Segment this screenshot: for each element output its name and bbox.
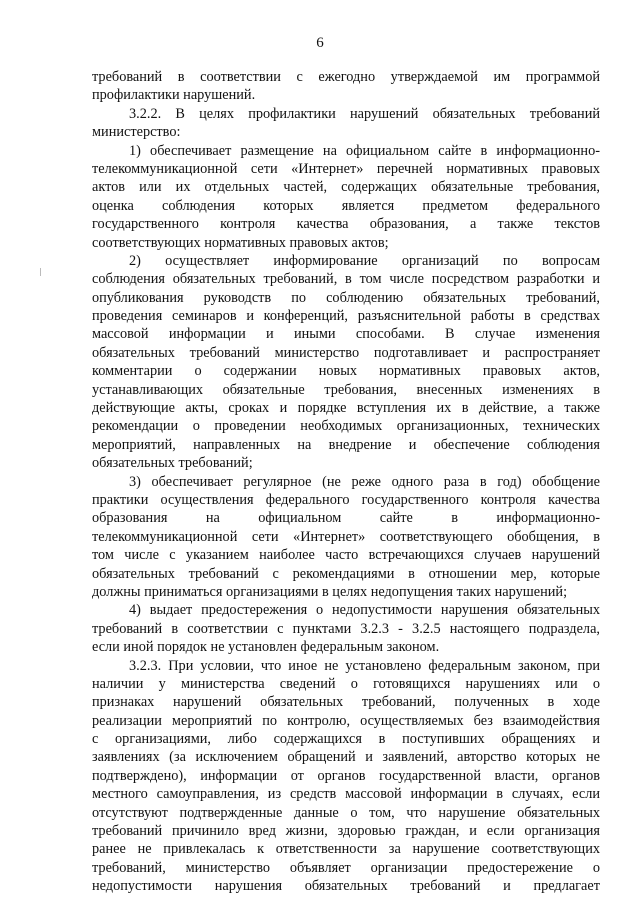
text-line: подтверждено), информации от органов государственной власти, органов: [92, 767, 600, 784]
text-line: 2) осуществляет информирование организаций по вопросам: [129, 252, 600, 269]
text-line: обязательных требований с рекомендациями в отношении мер, которые: [92, 565, 600, 582]
text-line: мероприятий, направленных на внедрение и обеспечение соблюдения: [92, 436, 600, 453]
text-line: реализации мероприятий по контролю, осуществляемых без взаимодействия: [92, 712, 600, 729]
text-line: министерство:: [92, 124, 181, 141]
document-body: [92, 68, 600, 896]
text-line: проведения семинаров и конференций, разъяснительной работы в средствах: [92, 308, 600, 325]
page-number: 6: [316, 35, 324, 51]
margin-mark: [40, 268, 41, 276]
text-line: профилактики нарушений.: [92, 87, 256, 104]
text-line: образования на официальном сайте в информационно-: [92, 510, 600, 527]
text-line: требований в соответствии с пунктами 3.2.3 - 3.2.5 настоящего подраздела,: [92, 620, 600, 637]
text-line: опубликования руководств по соблюдению обязательных требований,: [92, 289, 600, 306]
text-line: недопустимости нарушения обязательных требований и предлагает: [92, 878, 600, 895]
text-line: том числе с указанием наиболее часто встречающихся случаев нарушений: [92, 547, 600, 564]
text-line: наличии у министерства сведений о готовящихся нарушениях или о: [92, 675, 600, 692]
text-line: соответствующих нормативных правовых актов;: [92, 234, 389, 251]
text-line: обязательных требований министерство подготавливает и распространяет: [92, 344, 600, 361]
text-line: устанавливающих обязательные требования, внесенных изменениях в: [92, 381, 600, 398]
text-line: государственного контроля качества образования, а также текстов: [92, 216, 600, 233]
text-line: рекомендации о проведении необходимых организационных, технических: [92, 418, 600, 435]
text-line: 4) выдает предостережения о недопустимости нарушения обязательных: [129, 602, 600, 619]
text-line: 3.2.2. В целях профилактики нарушений обязательных требований: [129, 105, 600, 122]
text-line: требований, министерство объявляет организации предостережение о: [92, 859, 600, 876]
text-line: требований в соответствии с ежегодно утверждаемой им программой: [92, 69, 600, 85]
text-line: телекоммуникационной сети «Интернет» перечней нормативных правовых: [92, 160, 600, 177]
text-line: с организациями, либо содержащихся в поступивших обращениях и: [92, 731, 600, 748]
text-line: комментарии о содержании новых нормативных правовых актов,: [92, 363, 600, 380]
text-line: заявлениях (за исключением обращений и заявлений, авторство которых не: [92, 749, 600, 766]
text-line: обязательных требований;: [92, 455, 253, 472]
text-line: массовой информации и иными способами. В случае изменения: [92, 326, 600, 343]
text-line: актов или их отдельных частей, содержащих обязательные требования,: [92, 179, 600, 196]
text-line: ранее не привлекалась к ответственности за нарушение соответствующих: [92, 841, 600, 858]
text-line: признаках нарушений обязательных требований, полученных в ходе: [92, 694, 600, 711]
text-line: отсутствуют подтвержденные данные о том, что нарушение обязательных: [92, 804, 600, 821]
text-line: 3) обеспечивает регулярное (не реже одного раза в год) обобщение: [129, 473, 600, 490]
text-line: требований причинило вред жизни, здоровью граждан, и если организация: [92, 823, 600, 840]
text-line: если иной порядок не установлен федеральным законом.: [92, 639, 440, 656]
text-line: 1) обеспечивает размещение на официальном сайте в информационно-: [129, 142, 600, 159]
text-line: действующие акты, сроках и порядке вступления их в действие, а также: [92, 400, 600, 417]
text-line: должны приниматься организациями в целях недопущения таких нарушений;: [92, 583, 568, 600]
text-line: 3.2.3. При условии, что иное не установлено федеральным законом, при: [129, 657, 600, 674]
text-line: оценка соблюдения которых является предметом федерального: [92, 197, 600, 214]
text-line: соблюдения обязательных требований, в том числе посредством разработки и: [92, 271, 600, 288]
text-line: практики осуществления федерального государственного контроля качества: [92, 491, 600, 508]
text-line: телекоммуникационной сети «Интернет» соответствующего обобщения, в: [92, 528, 600, 545]
text-line: местного самоуправления, из средств массовой информации в случаях, если: [92, 786, 600, 803]
